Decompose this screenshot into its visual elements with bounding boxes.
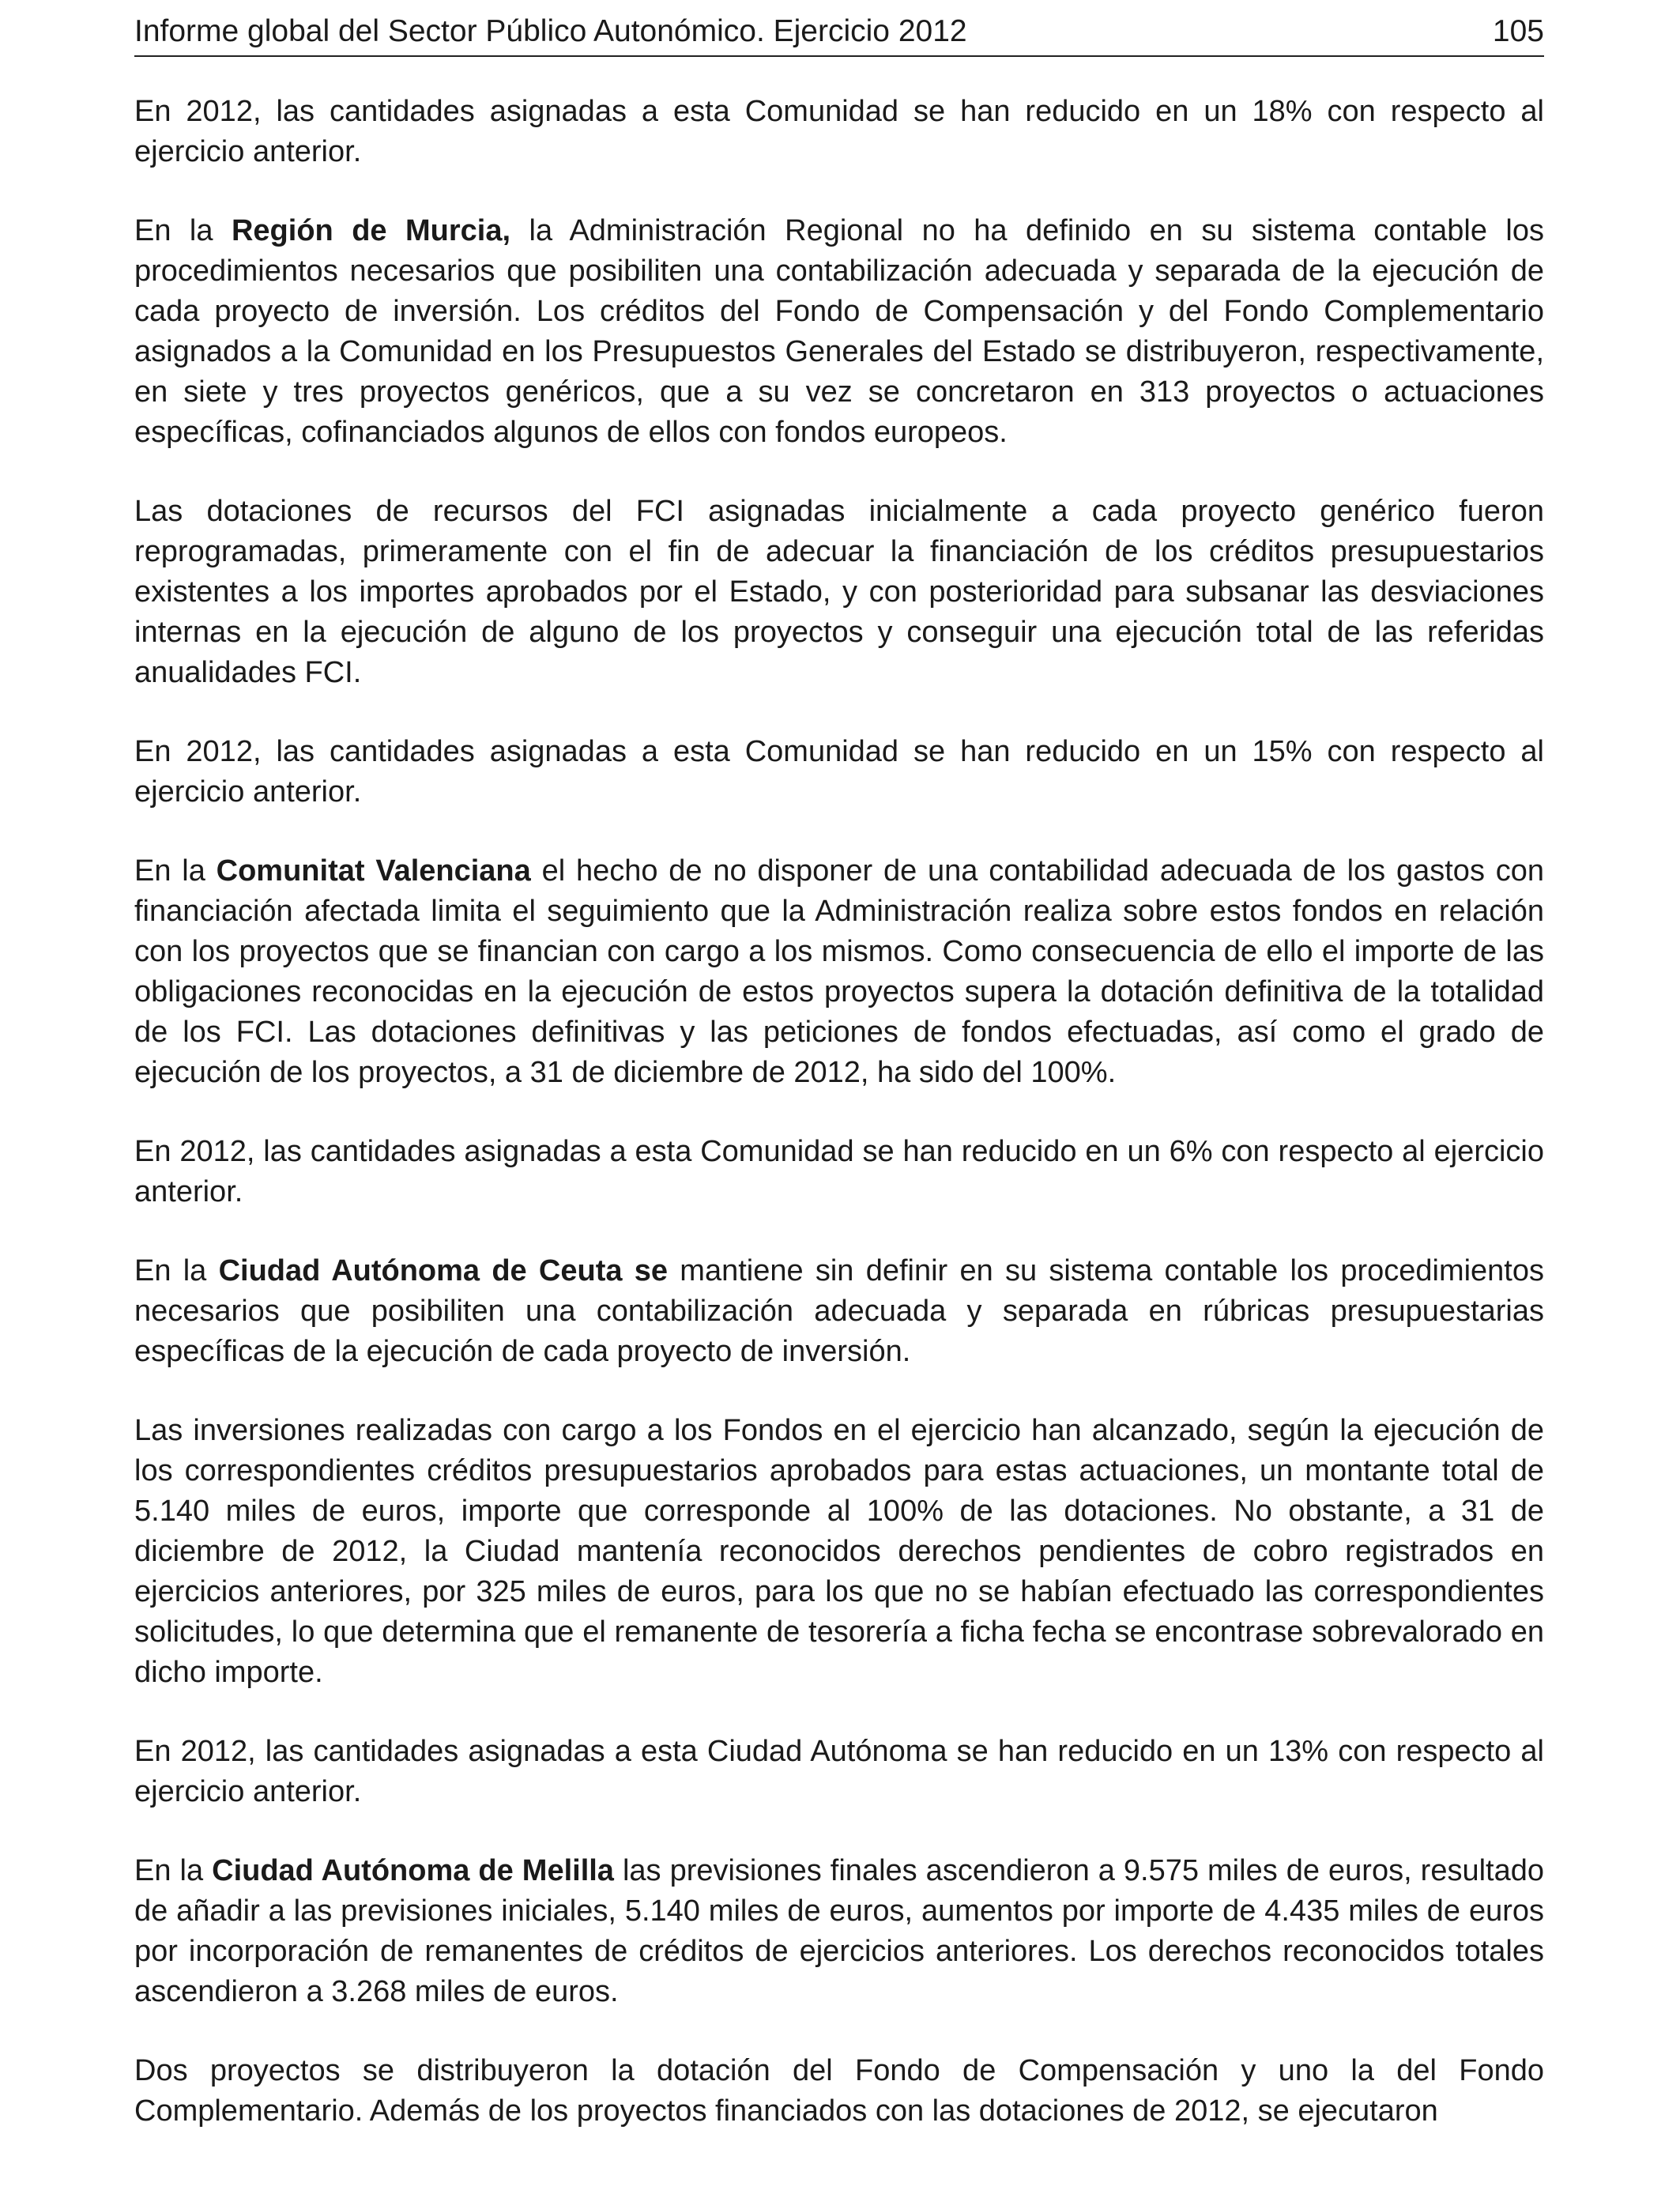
paragraph-ceuta-reduction: En 2012, las cantidades asignadas a esta Ciudad Autónoma se han reducido en un 13% con respecto al ejercicio anterior. — [134, 1735, 1544, 1808]
paragraph-valenciana-reduction: En 2012, las cantidades asignadas a esta Comunidad se han reducido en un 6% con respecto al ejercicio anterior. — [134, 1135, 1544, 1208]
running-header — [134, 11, 1544, 57]
paragraph-lead-text: En la — [134, 1254, 219, 1287]
paragraph-murcia-intro: En 2012, las cantidades asignadas a esta Comunidad se han reducido en un 18% con respecto al ejercicio anterior. — [134, 95, 1544, 168]
paragraph-body-text: el hecho de no disponer de una contabilidad adecuada de los gastos con financiación afectada limita el seguimiento que la Administración realiza sobre estos fondos en relación con los proyectos que se financian con cargo a los mismos. Como consecuencia de ello el importe de las obligaciones reconocidas en la ejecución de estos proyectos supera la dotación definitiva de la totalidad de los FCI. Las dotaciones definitivas y las peticiones de fondos efectuadas, así como el grado de ejecución de los proyectos, a 31 de diciembre de 2012, ha sido del 100%. — [134, 854, 1544, 1089]
region-name-valenciana: Comunitat Valenciana — [216, 854, 531, 888]
header-title: Informe global del Sector Público Autonómico. Ejercicio 2012 — [134, 14, 967, 48]
paragraph-body-text: mantiene sin definir en su sistema contable los procedimientos necesarios que posibiliten una contabilización adecuada y separada en rúbricas presupuestarias específicas de la ejecución de cada proyecto de inversión. — [134, 1254, 1545, 1368]
region-name-ceuta: Ciudad Autónoma de Ceuta se — [218, 1254, 669, 1287]
paragraph-valenciana — [134, 851, 1544, 1093]
paragraph-ceuta-inversiones: Las inversiones realizadas con cargo a los Fondos en el ejercicio han alcanzado, según la ejecución de los correspondientes créditos presupuestarios aprobados para estas actuaciones, un montante total de 5.140 miles de euros, importe que corresponde al 100% de las dotaciones. No obstante, a 31 de diciembre de 2012, la Ciudad mantenía reconocidos derechos pendientes de cobro registrados en ejercicios anteriores, por 325 miles de euros, para los que no se habían efectuado las correspondientes solicitudes, lo que determina que el remanente de tesorería a ficha fecha se encontrase sobrevalorado en dicho importe. — [134, 1414, 1544, 1689]
region-name-murcia: Región de Murcia, — [231, 214, 511, 247]
paragraph-ceuta — [134, 1251, 1544, 1372]
page-number: 105 — [1492, 14, 1544, 48]
paragraph-lead-text: En la — [134, 854, 217, 888]
paragraph-murcia — [134, 211, 1544, 453]
paragraph-body-text: las previsiones finales ascendieron a 9.575 miles de euros, resultado de añadir a las previsiones iniciales, 5.140 miles de euros, aumentos por importe de 4.435 miles de euros por incorporación de remanentes de créditos de ejercicios anteriores. Los derechos reconocidos totales ascendieron a 3.268 miles de euros. — [134, 1854, 1544, 2008]
paragraph-melilla — [134, 1851, 1544, 2012]
body-text — [134, 92, 1544, 2170]
paragraph-fci-dotaciones: Las dotaciones de recursos del FCI asignadas inicialmente a cada proyecto genérico fueron reprogramadas, primeramente con el fin de adecuar la financiación de los créditos presupuestarios existentes a los importes aprobados por el Estado, y con posterioridad para subsanar las desviaciones internas en la ejecución de alguno de los proyectos y conseguir una ejecución total de las referidas anualidades FCI. — [134, 495, 1544, 689]
paragraph-lead-text: En la — [134, 1854, 213, 1887]
paragraph-murcia-reduction: En 2012, las cantidades asignadas a esta Comunidad se han reducido en un 15% con respecto al ejercicio anterior. — [134, 735, 1544, 809]
region-name-melilla: Ciudad Autónoma de Melilla — [212, 1854, 614, 1887]
paragraph-melilla-proyectos: Dos proyectos se distribuyeron la dotación del Fondo de Compensación y uno la del Fondo Complementario. Además de los proyectos financiados con las dotaciones de 2012, se ejecutaron — [134, 2054, 1544, 2128]
paragraph-body-text: la Administración Regional no ha definido en su sistema contable los procedimientos necesarios que posibiliten una contabilización adecuada y separada de la ejecución de cada proyecto de inversión. Los créditos del Fondo de Compensación y del Fondo Complementario asignados a la Comunidad en los Presupuestos Generales del Estado se distribuyeron, respectivamente, en siete y tres proyectos genéricos, que a su vez se concretaron en 313 proyectos o actuaciones específicas, cofinanciados algunos de ellos con fondos europeos. — [134, 214, 1544, 449]
document-page — [134, 0, 1544, 2194]
paragraph-lead-text: En la — [134, 214, 232, 247]
